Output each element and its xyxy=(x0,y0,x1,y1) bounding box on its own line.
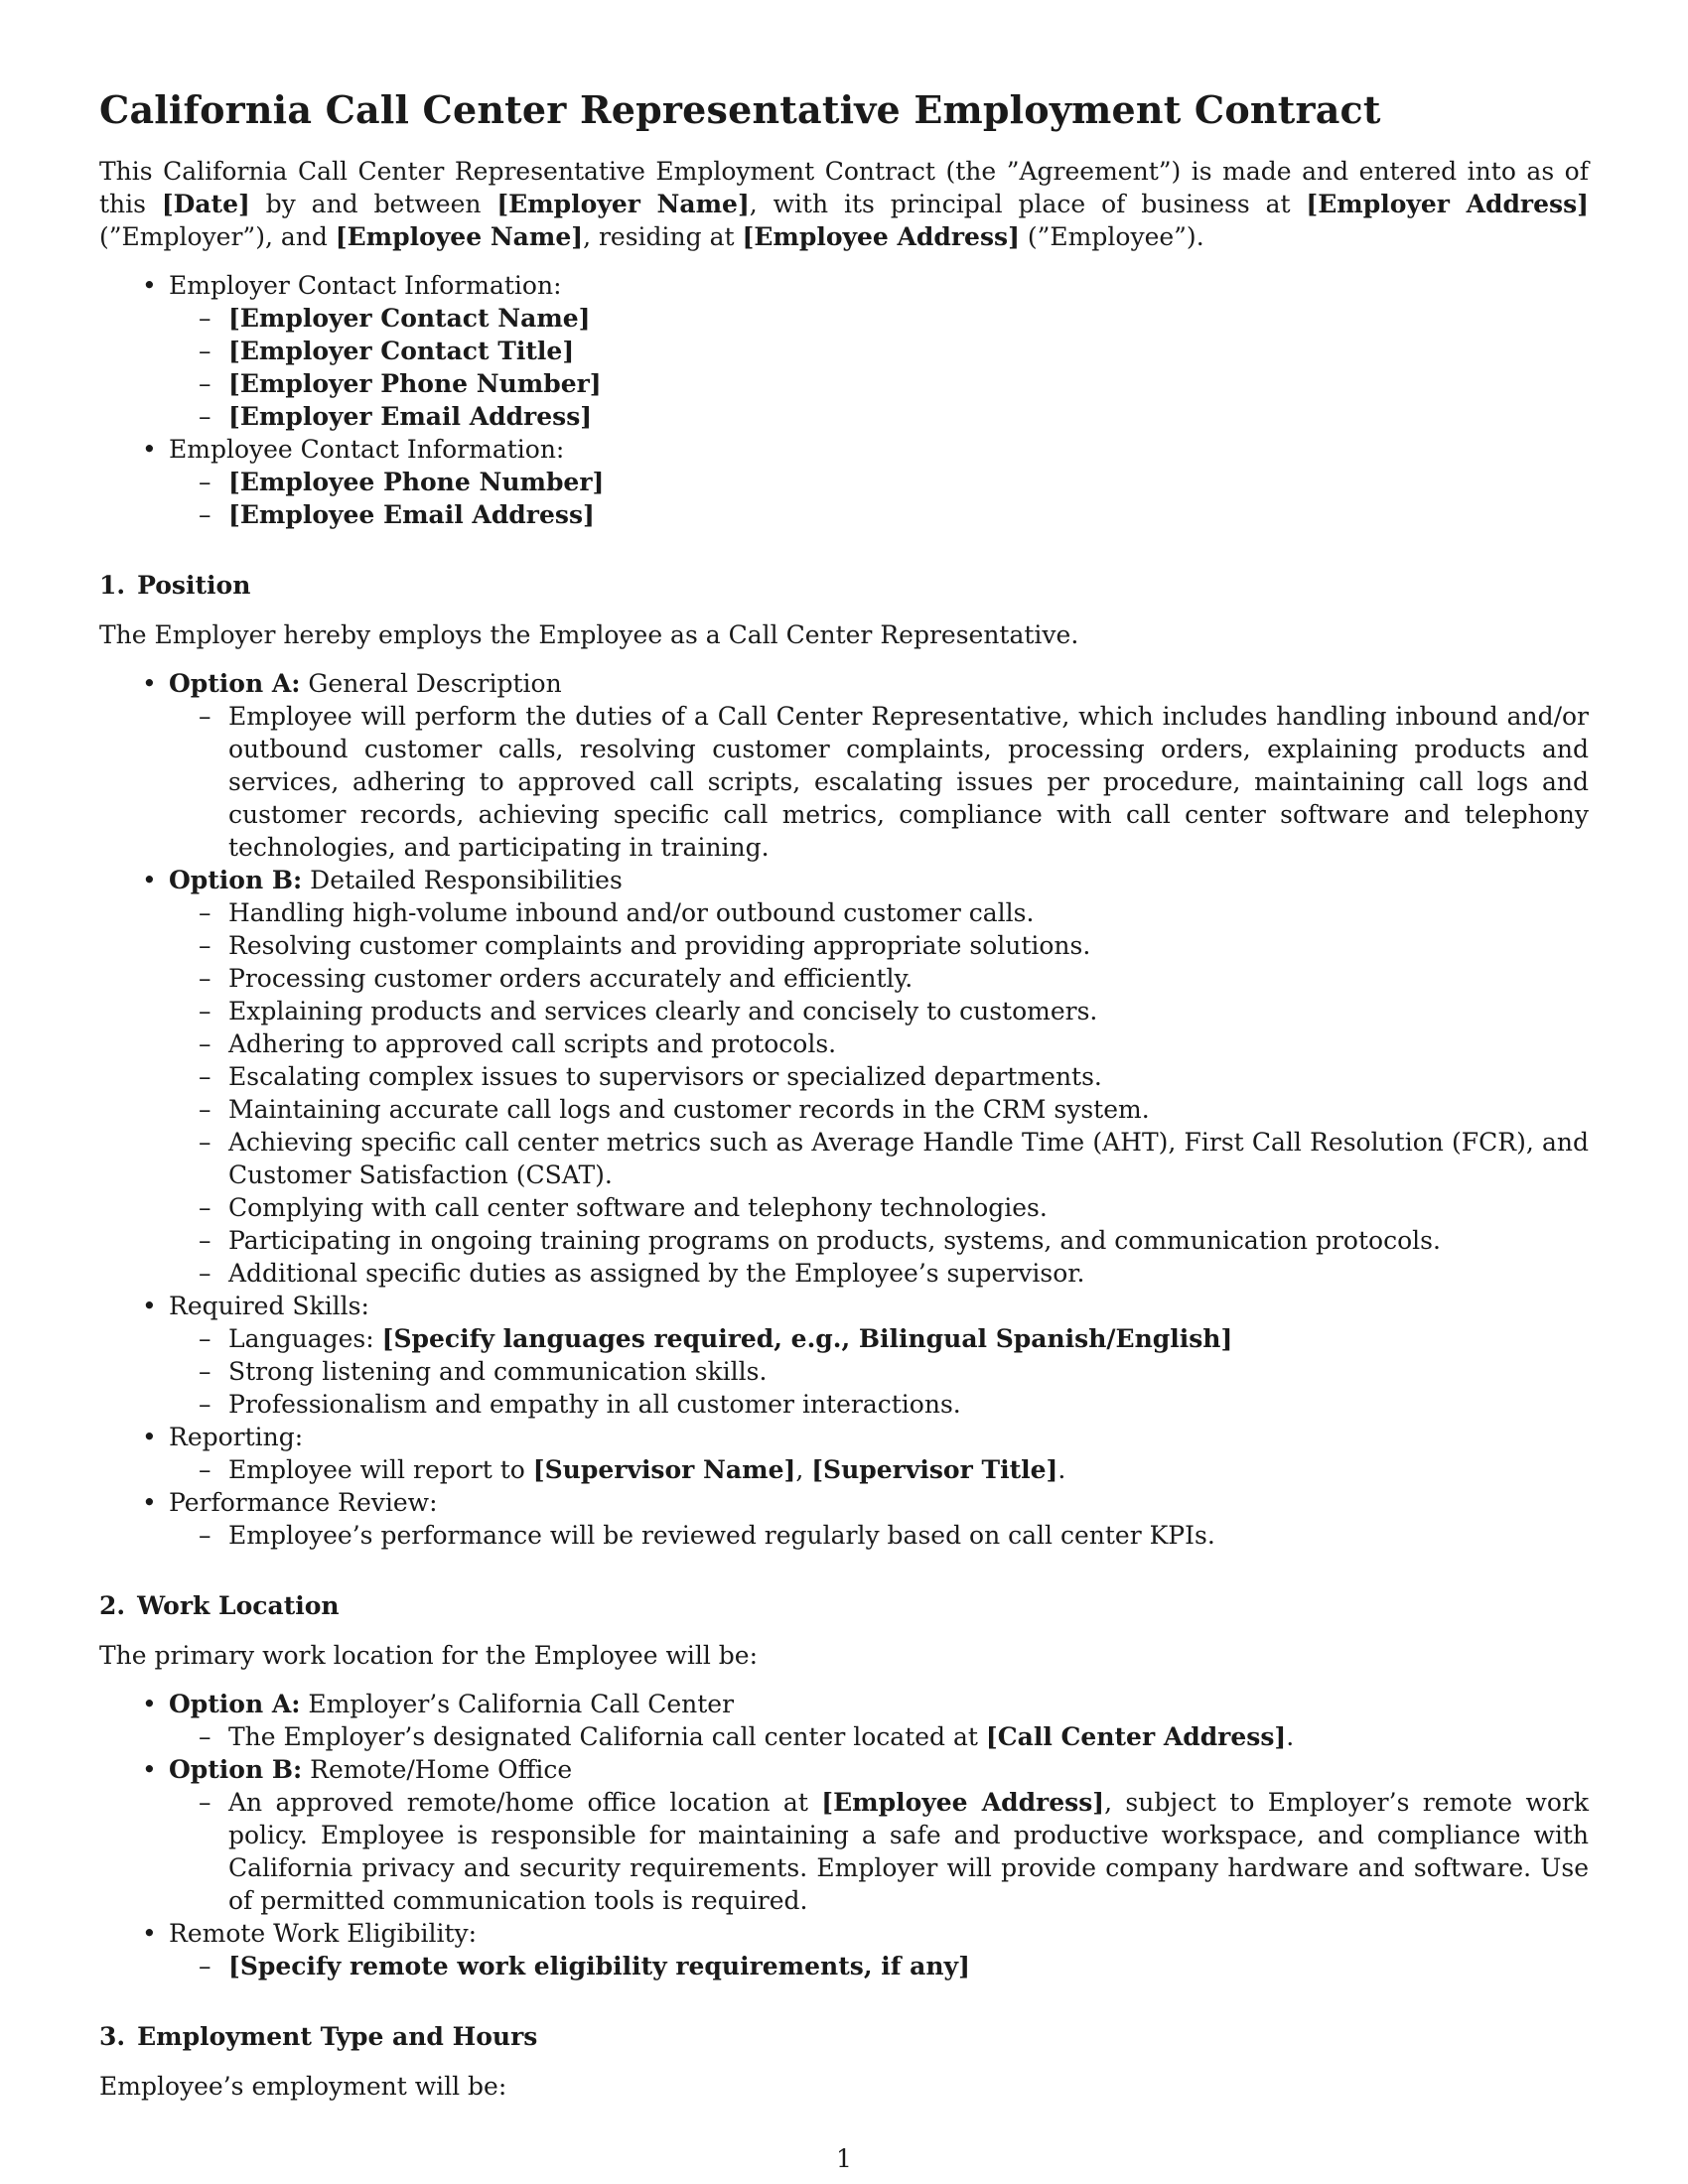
list-item: – Employee will perform the duties of a Call Center Representative, which includes handling inbound and/or outbound customer calls, resolving customer complaints, processing orders, explaining products and services, adhering to approved call scripts, escalating issues per procedure, maintaining call logs and customer records, achieving specific call metrics, compliance with call center software and telephony technologies, and participating in training. xyxy=(199,702,1589,862)
employee-contact-item: • Employee Contact Information: – [Employee Phone Number] – [Employee Email Address] xyxy=(169,433,1589,531)
call-center-address-placeholder: [Call Center Address] xyxy=(985,1722,1287,1751)
section2-list xyxy=(99,1688,1589,1982)
list-item: – [Employer Phone Number] xyxy=(199,369,602,398)
list-item: – Achieving specific call center metrics such as Average Handle Time (AHT), First Call Resolution (FCR), and Customer Satisfaction (CSAT). xyxy=(199,1128,1589,1189)
employer-name-placeholder: [Employer Name] xyxy=(496,190,750,218)
supervisor-title-placeholder: [Supervisor Title] xyxy=(811,1455,1058,1484)
date-placeholder: [Date] xyxy=(161,190,250,218)
employee-address-placeholder: [Employee Address] xyxy=(821,1788,1105,1817)
section1-intro: The Employer hereby employs the Employee as a Call Center Representative. xyxy=(99,620,1079,649)
list-item: – Additional specific duties as assigned by the Employee’s supervisor. xyxy=(199,1259,1085,1288)
option-b-detailed: • Option B: Detailed Responsibilities – Handling high-volume inbound and/or outbound customer calls. – Resolving customer complaints and providing appropriate solutions. – Processing customer orders accurately and efficiently. – Explaining products and services clearly and concisely to customers. – Adhering to approved call scripts and protocols. – Escalating complex issues to supervisors or specialized departments. – Maintaining accurate call logs and customer records in the CRM system. – Achieving specific call center metrics such as Average Handle Time (AHT), First Call Resolution (FCR), and Customer Satisfaction (CSAT). – Complying with call center software and telephony technologies. – Participating in ongoing training programs on products, systems, and communication protocols. – Additional specific duties as assigned by the Employee’s supervisor. xyxy=(142,866,1589,1288)
list-item: – Maintaining accurate call logs and customer records in the CRM system. xyxy=(199,1095,1150,1124)
list-item: – [Employee Phone Number] xyxy=(199,468,605,496)
option-b-remote: • Option B: Remote/Home Office – An approved remote/home office location at [Employee Address], subject to Employer’s remote work policy. Employee is responsible for maintaining a safe and productive workspace, and compliance with California privacy and security requirements. Employer will provide company hardware and software. Use of permitted communication tools is required. xyxy=(142,1755,1589,1915)
list-item: – [Employee Email Address] xyxy=(199,500,595,529)
page-number: 1 xyxy=(836,2144,852,2173)
required-skills: • Required Skills: – Languages: [Specify languages required, e.g., Bilingual Spanish/English] – Strong listening and communication skills. – Professionalism and empathy in all customer interactions. xyxy=(169,1290,1589,1421)
list-item: – [Employer Contact Title] xyxy=(199,337,575,365)
supervisor-name-placeholder: [Supervisor Name] xyxy=(532,1455,796,1484)
languages-placeholder: [Specify languages required, e.g., Bilingual Spanish/English] xyxy=(381,1324,1233,1353)
intro-paragraph: This California Call Center Representative Employment Contract (the ”Agreement”) is made and entered into as of this [Date] by and between [Employer Name], with its principal place of business at [Employer Address] (”Employer”), and [Employee Name], residing at [Employee Address] (”Employee”). xyxy=(99,157,1589,251)
list-item: – Employee will report to [Supervisor Name], [Supervisor Title]. xyxy=(199,1455,1066,1484)
list-item: – Explaining products and services clearly and concisely to customers. xyxy=(199,997,1098,1025)
list-item: – [Employer Contact Name] xyxy=(199,304,591,333)
section3-intro: Employee’s employment will be: xyxy=(99,2072,507,2101)
section-heading-work-location: 2. Work Location xyxy=(99,1591,340,1620)
list-item: – Professionalism and empathy in all customer interactions. xyxy=(199,1390,961,1419)
employer-address-placeholder: [Employer Address] xyxy=(1306,190,1589,218)
list-item: – Complying with call center software and telephony technologies. xyxy=(199,1193,1048,1222)
remote-eligibility: • Remote Work Eligibility: – [Specify remote work eligibility requirements, if any] xyxy=(169,1917,1589,1982)
section2-intro: The primary work location for the Employee will be: xyxy=(99,1641,759,1670)
list-item: – Escalating complex issues to supervisors or specialized departments. xyxy=(199,1062,1102,1091)
list-item: – An approved remote/home office location at [Employee Address], subject to Employer’s remote work policy. Employee is responsible for maintaining a safe and productive workspace, and compliance with California privacy and security requirements. Employer will provide company hardware and software. Use of permitted communication tools is required. xyxy=(199,1788,1589,1915)
list-item: – Employee’s performance will be reviewed regularly based on call center KPIs. xyxy=(199,1521,1215,1550)
section-heading-position: 1. Position xyxy=(99,571,251,600)
document-title: California Call Center Representative Employment Contract xyxy=(99,87,1381,132)
section-heading-employment-type: 3. Employment Type and Hours xyxy=(99,2022,538,2051)
employee-name-placeholder: [Employee Name] xyxy=(335,222,584,251)
employer-contact-item: • Employer Contact Information: – [Employer Contact Name] – [Employer Contact Title] – [Employer Phone Number] – [Employer Email Address] xyxy=(169,269,1589,433)
employee-address-placeholder: [Employee Address] xyxy=(742,222,1020,251)
option-a-call-center: • Option A: Employer’s California Call Center – The Employer’s designated California call center located at [Call Center Address]. xyxy=(169,1688,1589,1753)
option-a-general: • Option A: General Description – Employee will perform the duties of a Call Center Representative, which includes handling inbound and/or outbound customer calls, resolving customer complaints, processing orders, explaining products and services, adhering to approved call scripts, escalating issues per procedure, maintaining call logs and customer records, achieving specific call metrics, compliance with call center software and telephony technologies, and participating in training. xyxy=(142,669,1589,862)
reporting: • Reporting: – Employee will report to [Supervisor Name], [Supervisor Title]. xyxy=(169,1421,1589,1486)
performance-review: • Performance Review: – Employee’s performance will be reviewed regularly based on call center KPIs. xyxy=(169,1486,1589,1552)
list-item: – Strong listening and communication skills. xyxy=(199,1357,768,1386)
list-item: – Adhering to approved call scripts and protocols. xyxy=(199,1029,837,1058)
list-item: – Handling high-volume inbound and/or outbound customer calls. xyxy=(199,898,1035,927)
list-item: – Processing customer orders accurately and efficiently. xyxy=(199,964,914,993)
list-item: – [Specify remote work eligibility requirements, if any] xyxy=(199,1952,970,1980)
contact-info-list xyxy=(99,269,1589,531)
contract-page xyxy=(99,87,1589,2103)
remote-eligibility-placeholder: [Specify remote work eligibility requirements, if any] xyxy=(228,1952,970,1980)
list-item: – The Employer’s designated California call center located at [Call Center Address]. xyxy=(199,1722,1295,1751)
list-item: – Resolving customer complaints and providing appropriate solutions. xyxy=(199,931,1091,960)
list-item: – Participating in ongoing training programs on products, systems, and communication protocols. xyxy=(199,1226,1441,1255)
list-item: – [Employer Email Address] xyxy=(199,402,593,431)
list-item: – Languages: [Specify languages required, e.g., Bilingual Spanish/English] xyxy=(199,1324,1233,1353)
section1-list xyxy=(99,667,1589,1552)
